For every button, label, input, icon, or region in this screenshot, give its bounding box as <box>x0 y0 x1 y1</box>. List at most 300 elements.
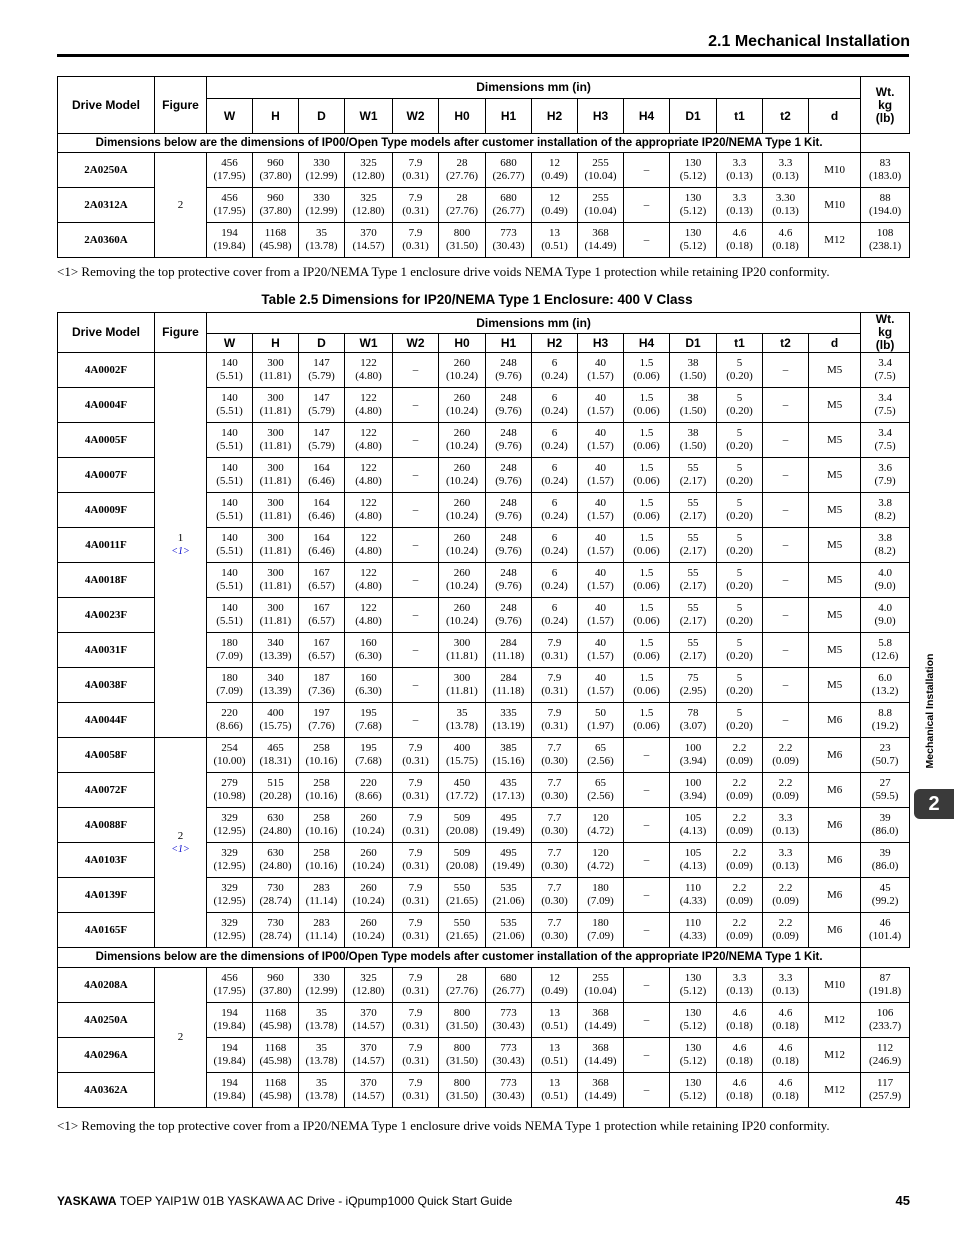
col-t1: t1 <box>717 334 763 353</box>
dim-cell: 5 (0.20) <box>717 528 763 563</box>
dim-cell: 680 (26.77) <box>486 153 532 188</box>
weight-cell: 3.4 (7.5) <box>861 388 910 423</box>
dim-cell: 122 (4.80) <box>345 353 393 388</box>
model-cell: 2A0360A <box>58 223 155 258</box>
col-d: d <box>809 99 861 134</box>
dim-cell: 330 (12.99) <box>299 188 345 223</box>
dim-cell: 255 (10.04) <box>578 968 624 1003</box>
dim-cell: 40 (1.57) <box>578 668 624 703</box>
weight-cell: 83 (183.0) <box>861 153 910 188</box>
dim-cell: 140 (5.51) <box>207 598 253 633</box>
dim-cell: 248 (9.76) <box>486 528 532 563</box>
dim-cell: 960 (37.80) <box>253 968 299 1003</box>
dim-cell: 180 (7.09) <box>578 878 624 913</box>
col-dimensions: Dimensions mm (in) <box>207 313 861 334</box>
weight-cell: 45 (99.2) <box>861 878 910 913</box>
dim-cell: 130 (5.12) <box>670 188 717 223</box>
dim-cell: – <box>763 598 809 633</box>
dim-cell: 368 (14.49) <box>578 1003 624 1038</box>
dim-cell: 248 (9.76) <box>486 388 532 423</box>
dim-cell: – <box>393 458 439 493</box>
dim-cell: M12 <box>809 1003 861 1038</box>
dim-cell: 55 (2.17) <box>670 563 717 598</box>
dim-cell: 38 (1.50) <box>670 423 717 458</box>
dim-cell: – <box>624 843 670 878</box>
col-h4: H4 <box>624 99 670 134</box>
dim-cell: 7.9 (0.31) <box>532 668 578 703</box>
dim-cell: M12 <box>809 223 861 258</box>
weight-cell: 8.8 (19.2) <box>861 703 910 738</box>
dim-cell: 7.9 (0.31) <box>393 223 439 258</box>
col-h: H <box>253 99 299 134</box>
weight-cell: 46 (101.4) <box>861 913 910 948</box>
dim-cell: 100 (3.94) <box>670 738 717 773</box>
dim-cell: 28 (27.76) <box>439 968 486 1003</box>
dim-cell: 7.9 (0.31) <box>393 1073 439 1108</box>
col-h3: H3 <box>578 334 624 353</box>
dim-cell: 7.9 (0.31) <box>393 188 439 223</box>
dim-cell: – <box>393 388 439 423</box>
dim-cell: 105 (4.13) <box>670 843 717 878</box>
dim-cell: 329 (12.95) <box>207 843 253 878</box>
dim-cell: 680 (26.77) <box>486 188 532 223</box>
footnote-ref-link[interactable]: <1> <box>171 546 190 557</box>
dim-cell: M5 <box>809 528 861 563</box>
table-row <box>58 353 910 388</box>
dim-cell: 1.5 (0.06) <box>624 563 670 598</box>
dim-cell: – <box>624 878 670 913</box>
dim-cell: 194 (19.84) <box>207 1003 253 1038</box>
table-caption: Table 2.5 Dimensions for IP20/NEMA Type 1 Enclosure: 400 V Class <box>261 292 693 307</box>
model-cell: 2A0250A <box>58 153 155 188</box>
dim-cell: 7.9 (0.31) <box>532 633 578 668</box>
dim-cell: 260 (10.24) <box>439 563 486 598</box>
dim-cell: 40 (1.57) <box>578 493 624 528</box>
dim-cell: 195 (7.68) <box>345 703 393 738</box>
dim-cell: M6 <box>809 878 861 913</box>
dim-cell: M12 <box>809 1073 861 1108</box>
model-cell: 4A0009F <box>58 493 155 528</box>
dim-cell: 4.6 (0.18) <box>717 223 763 258</box>
dim-cell: 6 (0.24) <box>532 493 578 528</box>
header-rule <box>57 54 909 57</box>
dim-cell: 450 (17.72) <box>439 773 486 808</box>
model-cell: 4A0250A <box>58 1003 155 1038</box>
col-d: d <box>809 334 861 353</box>
model-cell: 4A0038F <box>58 668 155 703</box>
dim-cell: 28 (27.76) <box>439 188 486 223</box>
dim-cell: 7.7 (0.30) <box>532 738 578 773</box>
dim-cell: 100 (3.94) <box>670 773 717 808</box>
model-cell: 4A0005F <box>58 423 155 458</box>
model-cell: 4A0002F <box>58 353 155 388</box>
dim-cell: 300 (11.81) <box>439 668 486 703</box>
dim-cell: 65 (2.56) <box>578 738 624 773</box>
dim-cell: 1168 (45.98) <box>253 1073 299 1108</box>
dim-cell: 7.7 (0.30) <box>532 913 578 948</box>
dim-cell: 368 (14.49) <box>578 223 624 258</box>
dim-cell: 35 (13.78) <box>299 1003 345 1038</box>
dim-cell: 535 (21.06) <box>486 913 532 948</box>
dim-cell: 180 (7.09) <box>578 913 624 948</box>
dim-cell: 5 (0.20) <box>717 353 763 388</box>
dim-cell: 283 (11.14) <box>299 878 345 913</box>
dim-cell: M5 <box>809 458 861 493</box>
dim-cell: 258 (10.16) <box>299 738 345 773</box>
dim-cell: 4.6 (0.18) <box>763 1073 809 1108</box>
dim-cell: 258 (10.16) <box>299 843 345 878</box>
weight-cell: 112 (246.9) <box>861 1038 910 1073</box>
dim-cell: 38 (1.50) <box>670 388 717 423</box>
dimensions-table-400v <box>57 312 910 1108</box>
dim-cell: 35 (13.78) <box>299 1038 345 1073</box>
dim-cell: 1.5 (0.06) <box>624 353 670 388</box>
dim-cell: 140 (5.51) <box>207 493 253 528</box>
dim-cell: 40 (1.57) <box>578 633 624 668</box>
footnote-ref-link[interactable]: <1> <box>171 843 190 855</box>
dim-cell: 7.9 (0.31) <box>393 968 439 1003</box>
dim-cell: M5 <box>809 633 861 668</box>
dim-cell: 164 (6.46) <box>299 493 345 528</box>
dim-cell: 197 (7.76) <box>299 703 345 738</box>
dim-cell: 40 (1.57) <box>578 423 624 458</box>
dim-cell: 260 (10.24) <box>345 913 393 948</box>
dim-cell: 248 (9.76) <box>486 563 532 598</box>
dim-cell: 3.3 (0.13) <box>763 153 809 188</box>
header-row <box>58 77 910 99</box>
weight-cell: 3.4 (7.5) <box>861 353 910 388</box>
dim-cell: – <box>763 353 809 388</box>
dim-cell: 7.9 (0.31) <box>532 703 578 738</box>
dim-cell: 509 (20.08) <box>439 808 486 843</box>
weight-cell: 87 (191.8) <box>861 968 910 1003</box>
dim-cell: 260 (10.24) <box>439 598 486 633</box>
figure-cell <box>155 738 207 948</box>
note-cell: Dimensions below are the dimensions of IP00/Open Type models after customer installation of the appropriate IP20/NEMA Type 1 Kit. <box>58 134 861 153</box>
dim-cell: 385 (15.16) <box>486 738 532 773</box>
footer-text: TOEP YAIP1W 01B YASKAWA AC Drive - iQpump1000 Quick Start Guide <box>116 1194 513 1208</box>
figure-number: 1 <box>177 532 184 544</box>
dim-cell: 255 (10.04) <box>578 188 624 223</box>
dim-cell: 122 (4.80) <box>345 493 393 528</box>
dim-cell: 194 (19.84) <box>207 223 253 258</box>
dim-cell: 110 (4.33) <box>670 878 717 913</box>
dim-cell: 167 (6.57) <box>299 563 345 598</box>
dim-cell: 279 (10.98) <box>207 773 253 808</box>
col-d: D <box>299 99 345 134</box>
dim-cell: 300 (11.81) <box>253 563 299 598</box>
dim-cell: 7.7 (0.30) <box>532 773 578 808</box>
weight-cell: 3.8 (8.2) <box>861 493 910 528</box>
dim-cell: 330 (12.99) <box>299 153 345 188</box>
dim-cell: M10 <box>809 188 861 223</box>
col-t2: t2 <box>763 334 809 353</box>
dim-cell: 122 (4.80) <box>345 598 393 633</box>
dim-cell: 7.9 (0.31) <box>393 878 439 913</box>
dim-cell: 2.2 (0.09) <box>717 808 763 843</box>
dim-cell: 300 (11.81) <box>253 423 299 458</box>
model-cell: 4A0018F <box>58 563 155 598</box>
dim-cell: 456 (17.95) <box>207 188 253 223</box>
dim-cell: 400 (15.75) <box>253 703 299 738</box>
dim-cell: – <box>393 353 439 388</box>
col-h4: H4 <box>624 334 670 353</box>
model-cell: 4A0007F <box>58 458 155 493</box>
col-h2: H2 <box>532 334 578 353</box>
dim-cell: 130 (5.12) <box>670 1038 717 1073</box>
dim-cell: 147 (5.79) <box>299 388 345 423</box>
dim-cell: M5 <box>809 563 861 598</box>
dim-cell: 122 (4.80) <box>345 423 393 458</box>
dim-cell: – <box>763 423 809 458</box>
dim-cell: 6 (0.24) <box>532 388 578 423</box>
dim-cell: – <box>624 153 670 188</box>
dim-cell: 120 (4.72) <box>578 843 624 878</box>
dim-cell: 5 (0.20) <box>717 633 763 668</box>
dim-cell: – <box>763 493 809 528</box>
dim-cell: 260 (10.24) <box>345 843 393 878</box>
dim-cell: M12 <box>809 1038 861 1073</box>
dim-cell: – <box>393 598 439 633</box>
dim-cell: 258 (10.16) <box>299 808 345 843</box>
dim-cell: M10 <box>809 153 861 188</box>
dim-cell: 122 (4.80) <box>345 528 393 563</box>
dim-cell: 300 (11.81) <box>439 633 486 668</box>
dim-cell: 140 (5.51) <box>207 353 253 388</box>
dim-cell: 248 (9.76) <box>486 423 532 458</box>
dim-cell: 1.5 (0.06) <box>624 633 670 668</box>
dim-cell: 800 (31.50) <box>439 1073 486 1108</box>
dim-cell: – <box>624 773 670 808</box>
dim-cell: 35 (13.78) <box>299 1073 345 1108</box>
dim-cell: 456 (17.95) <box>207 968 253 1003</box>
dim-cell: 3.3 (0.13) <box>717 153 763 188</box>
dim-cell: 1.5 (0.06) <box>624 458 670 493</box>
dim-cell: 368 (14.49) <box>578 1038 624 1073</box>
dim-cell: 260 (10.24) <box>439 353 486 388</box>
dim-cell: 284 (11.18) <box>486 633 532 668</box>
dim-cell: 7.9 (0.31) <box>393 913 439 948</box>
col-d1: D1 <box>670 99 717 134</box>
dim-cell: 260 (10.24) <box>345 878 393 913</box>
col-w1: W1 <box>345 99 393 134</box>
dim-cell: 4.6 (0.18) <box>763 223 809 258</box>
dim-cell: 167 (6.57) <box>299 598 345 633</box>
note-row <box>58 134 910 153</box>
figure-cell <box>155 153 207 258</box>
dim-cell: 340 (13.39) <box>253 668 299 703</box>
dim-cell: 550 (21.65) <box>439 913 486 948</box>
dim-cell: 254 (10.00) <box>207 738 253 773</box>
dim-cell: 40 (1.57) <box>578 598 624 633</box>
col-d: D <box>299 334 345 353</box>
dim-cell: 248 (9.76) <box>486 458 532 493</box>
dim-cell: 180 (7.09) <box>207 633 253 668</box>
dim-cell: 495 (19.49) <box>486 808 532 843</box>
dim-cell: 160 (6.30) <box>345 633 393 668</box>
dim-cell: 1168 (45.98) <box>253 1003 299 1038</box>
dim-cell: 2.2 (0.09) <box>717 878 763 913</box>
dim-cell: M5 <box>809 668 861 703</box>
dim-cell: 6 (0.24) <box>532 423 578 458</box>
col-drive-model: Drive Model <box>58 77 155 134</box>
dim-cell: – <box>393 563 439 598</box>
dim-cell: – <box>393 493 439 528</box>
dim-cell: 194 (19.84) <box>207 1038 253 1073</box>
dim-cell: M6 <box>809 773 861 808</box>
dim-cell: 40 (1.57) <box>578 458 624 493</box>
dim-cell: – <box>763 668 809 703</box>
dim-cell: 370 (14.57) <box>345 223 393 258</box>
dim-cell: 329 (12.95) <box>207 808 253 843</box>
dim-cell: 325 (12.80) <box>345 153 393 188</box>
chapter-tab: 2 <box>914 789 954 819</box>
model-cell: 4A0208A <box>58 968 155 1003</box>
dim-cell: 122 (4.80) <box>345 458 393 493</box>
dim-cell: 5 (0.20) <box>717 703 763 738</box>
dim-cell: 140 (5.51) <box>207 388 253 423</box>
dim-cell: 5 (0.20) <box>717 668 763 703</box>
weight-cell: 117 (257.9) <box>861 1073 910 1108</box>
dim-cell: 370 (14.57) <box>345 1073 393 1108</box>
col-h0: H0 <box>439 99 486 134</box>
weight-cell: 3.8 (8.2) <box>861 528 910 563</box>
dim-cell: 435 (17.13) <box>486 773 532 808</box>
dim-cell: 4.6 (0.18) <box>717 1073 763 1108</box>
dim-cell: 5 (0.20) <box>717 458 763 493</box>
dim-cell: 260 (10.24) <box>345 808 393 843</box>
dim-cell: – <box>763 563 809 598</box>
dim-cell: 515 (20.28) <box>253 773 299 808</box>
dim-cell: 773 (30.43) <box>486 1073 532 1108</box>
dim-cell: 130 (5.12) <box>670 153 717 188</box>
dim-cell: 7.9 (0.31) <box>393 1038 439 1073</box>
section-title: 2.1 Mechanical Installation <box>708 33 910 50</box>
dim-cell: 800 (31.50) <box>439 1038 486 1073</box>
dim-cell: – <box>393 423 439 458</box>
dim-cell: 4.6 (0.18) <box>763 1003 809 1038</box>
weight-cell: 39 (86.0) <box>861 808 910 843</box>
dim-cell: 55 (2.17) <box>670 458 717 493</box>
footer <box>57 1194 512 1208</box>
dim-cell: 7.9 (0.31) <box>393 738 439 773</box>
dim-cell: 284 (11.18) <box>486 668 532 703</box>
dim-cell: 55 (2.17) <box>670 493 717 528</box>
dim-cell: 2.2 (0.09) <box>717 738 763 773</box>
dim-cell: 550 (21.65) <box>439 878 486 913</box>
weight-cell: 39 (86.0) <box>861 843 910 878</box>
dim-cell: 258 (10.16) <box>299 773 345 808</box>
dim-cell: 6 (0.24) <box>532 528 578 563</box>
weight-cell: 3.6 (7.9) <box>861 458 910 493</box>
dim-cell: 456 (17.95) <box>207 153 253 188</box>
dim-cell: 122 (4.80) <box>345 388 393 423</box>
dim-cell: – <box>624 808 670 843</box>
figure-cell <box>155 353 207 738</box>
dim-cell: 260 (10.24) <box>439 423 486 458</box>
dim-cell: 2.2 (0.09) <box>717 843 763 878</box>
dim-cell: 7.9 (0.31) <box>393 843 439 878</box>
model-cell: 4A0296A <box>58 1038 155 1073</box>
dim-cell: 7.7 (0.30) <box>532 843 578 878</box>
weight-cell: 88 (194.0) <box>861 188 910 223</box>
dim-cell: 130 (5.12) <box>670 1073 717 1108</box>
dim-cell: 325 (12.80) <box>345 188 393 223</box>
figure-number: 2 <box>177 829 184 842</box>
model-cell: 2A0312A <box>58 188 155 223</box>
dim-cell: – <box>624 968 670 1003</box>
dim-cell: 300 (11.81) <box>253 528 299 563</box>
dim-cell: 130 (5.12) <box>670 968 717 1003</box>
dim-cell: 4.6 (0.18) <box>717 1003 763 1038</box>
dim-cell: 330 (12.99) <box>299 968 345 1003</box>
dim-cell: M5 <box>809 493 861 528</box>
dim-cell: 3.30 (0.13) <box>763 188 809 223</box>
dim-cell: 7.9 (0.31) <box>393 808 439 843</box>
dim-cell: 12 (0.49) <box>532 188 578 223</box>
dim-cell: 7.9 (0.31) <box>393 153 439 188</box>
dim-cell: 13 (0.51) <box>532 223 578 258</box>
dim-cell: 7.7 (0.30) <box>532 878 578 913</box>
dim-cell: 147 (5.79) <box>299 423 345 458</box>
dim-cell: 120 (4.72) <box>578 808 624 843</box>
dim-cell: 13 (0.51) <box>532 1038 578 1073</box>
dim-cell: 40 (1.57) <box>578 388 624 423</box>
dim-cell: 300 (11.81) <box>253 388 299 423</box>
dim-cell: 1.5 (0.06) <box>624 598 670 633</box>
dim-cell: 1.5 (0.06) <box>624 703 670 738</box>
dim-cell: 180 (7.09) <box>207 668 253 703</box>
model-cell: 4A0072F <box>58 773 155 808</box>
dim-cell: 130 (5.12) <box>670 1003 717 1038</box>
dim-cell: 2.2 (0.09) <box>717 773 763 808</box>
dim-cell: 7.9 (0.31) <box>393 1003 439 1038</box>
page-number: 45 <box>895 1193 910 1208</box>
col-h3: H3 <box>578 99 624 134</box>
dim-cell: 260 (10.24) <box>439 493 486 528</box>
col-w1: W1 <box>345 334 393 353</box>
dim-cell: – <box>393 703 439 738</box>
weight-cell: 4.0 (9.0) <box>861 598 910 633</box>
weight-cell: 106 (233.7) <box>861 1003 910 1038</box>
col-w: W <box>207 99 253 134</box>
dim-cell: 35 (13.78) <box>439 703 486 738</box>
dim-cell: 1.5 (0.06) <box>624 528 670 563</box>
dim-cell: – <box>624 1003 670 1038</box>
weight-cell: 5.8 (12.6) <box>861 633 910 668</box>
col-weight: Wt. kg (lb) <box>861 77 910 134</box>
weight-cell: 27 (59.5) <box>861 773 910 808</box>
table-row <box>58 153 910 188</box>
dim-cell: 140 (5.51) <box>207 458 253 493</box>
dim-cell: 40 (1.57) <box>578 353 624 388</box>
dim-cell: 12 (0.49) <box>532 153 578 188</box>
dim-cell: M5 <box>809 598 861 633</box>
dim-cell: 730 (28.74) <box>253 913 299 948</box>
dim-cell: 5 (0.20) <box>717 598 763 633</box>
col-figure: Figure <box>155 77 207 134</box>
dim-cell: – <box>624 188 670 223</box>
weight-cell: 23 (50.7) <box>861 738 910 773</box>
dim-cell: 260 (10.24) <box>439 528 486 563</box>
dim-cell: 800 (31.50) <box>439 1003 486 1038</box>
col-weight: Wt. kg (lb) <box>861 313 910 353</box>
weight-cell: 6.0 (13.2) <box>861 668 910 703</box>
model-cell: 4A0362A <box>58 1073 155 1108</box>
dim-cell: 1.5 (0.06) <box>624 388 670 423</box>
dim-cell: 7.7 (0.30) <box>532 808 578 843</box>
table-row <box>58 738 910 773</box>
